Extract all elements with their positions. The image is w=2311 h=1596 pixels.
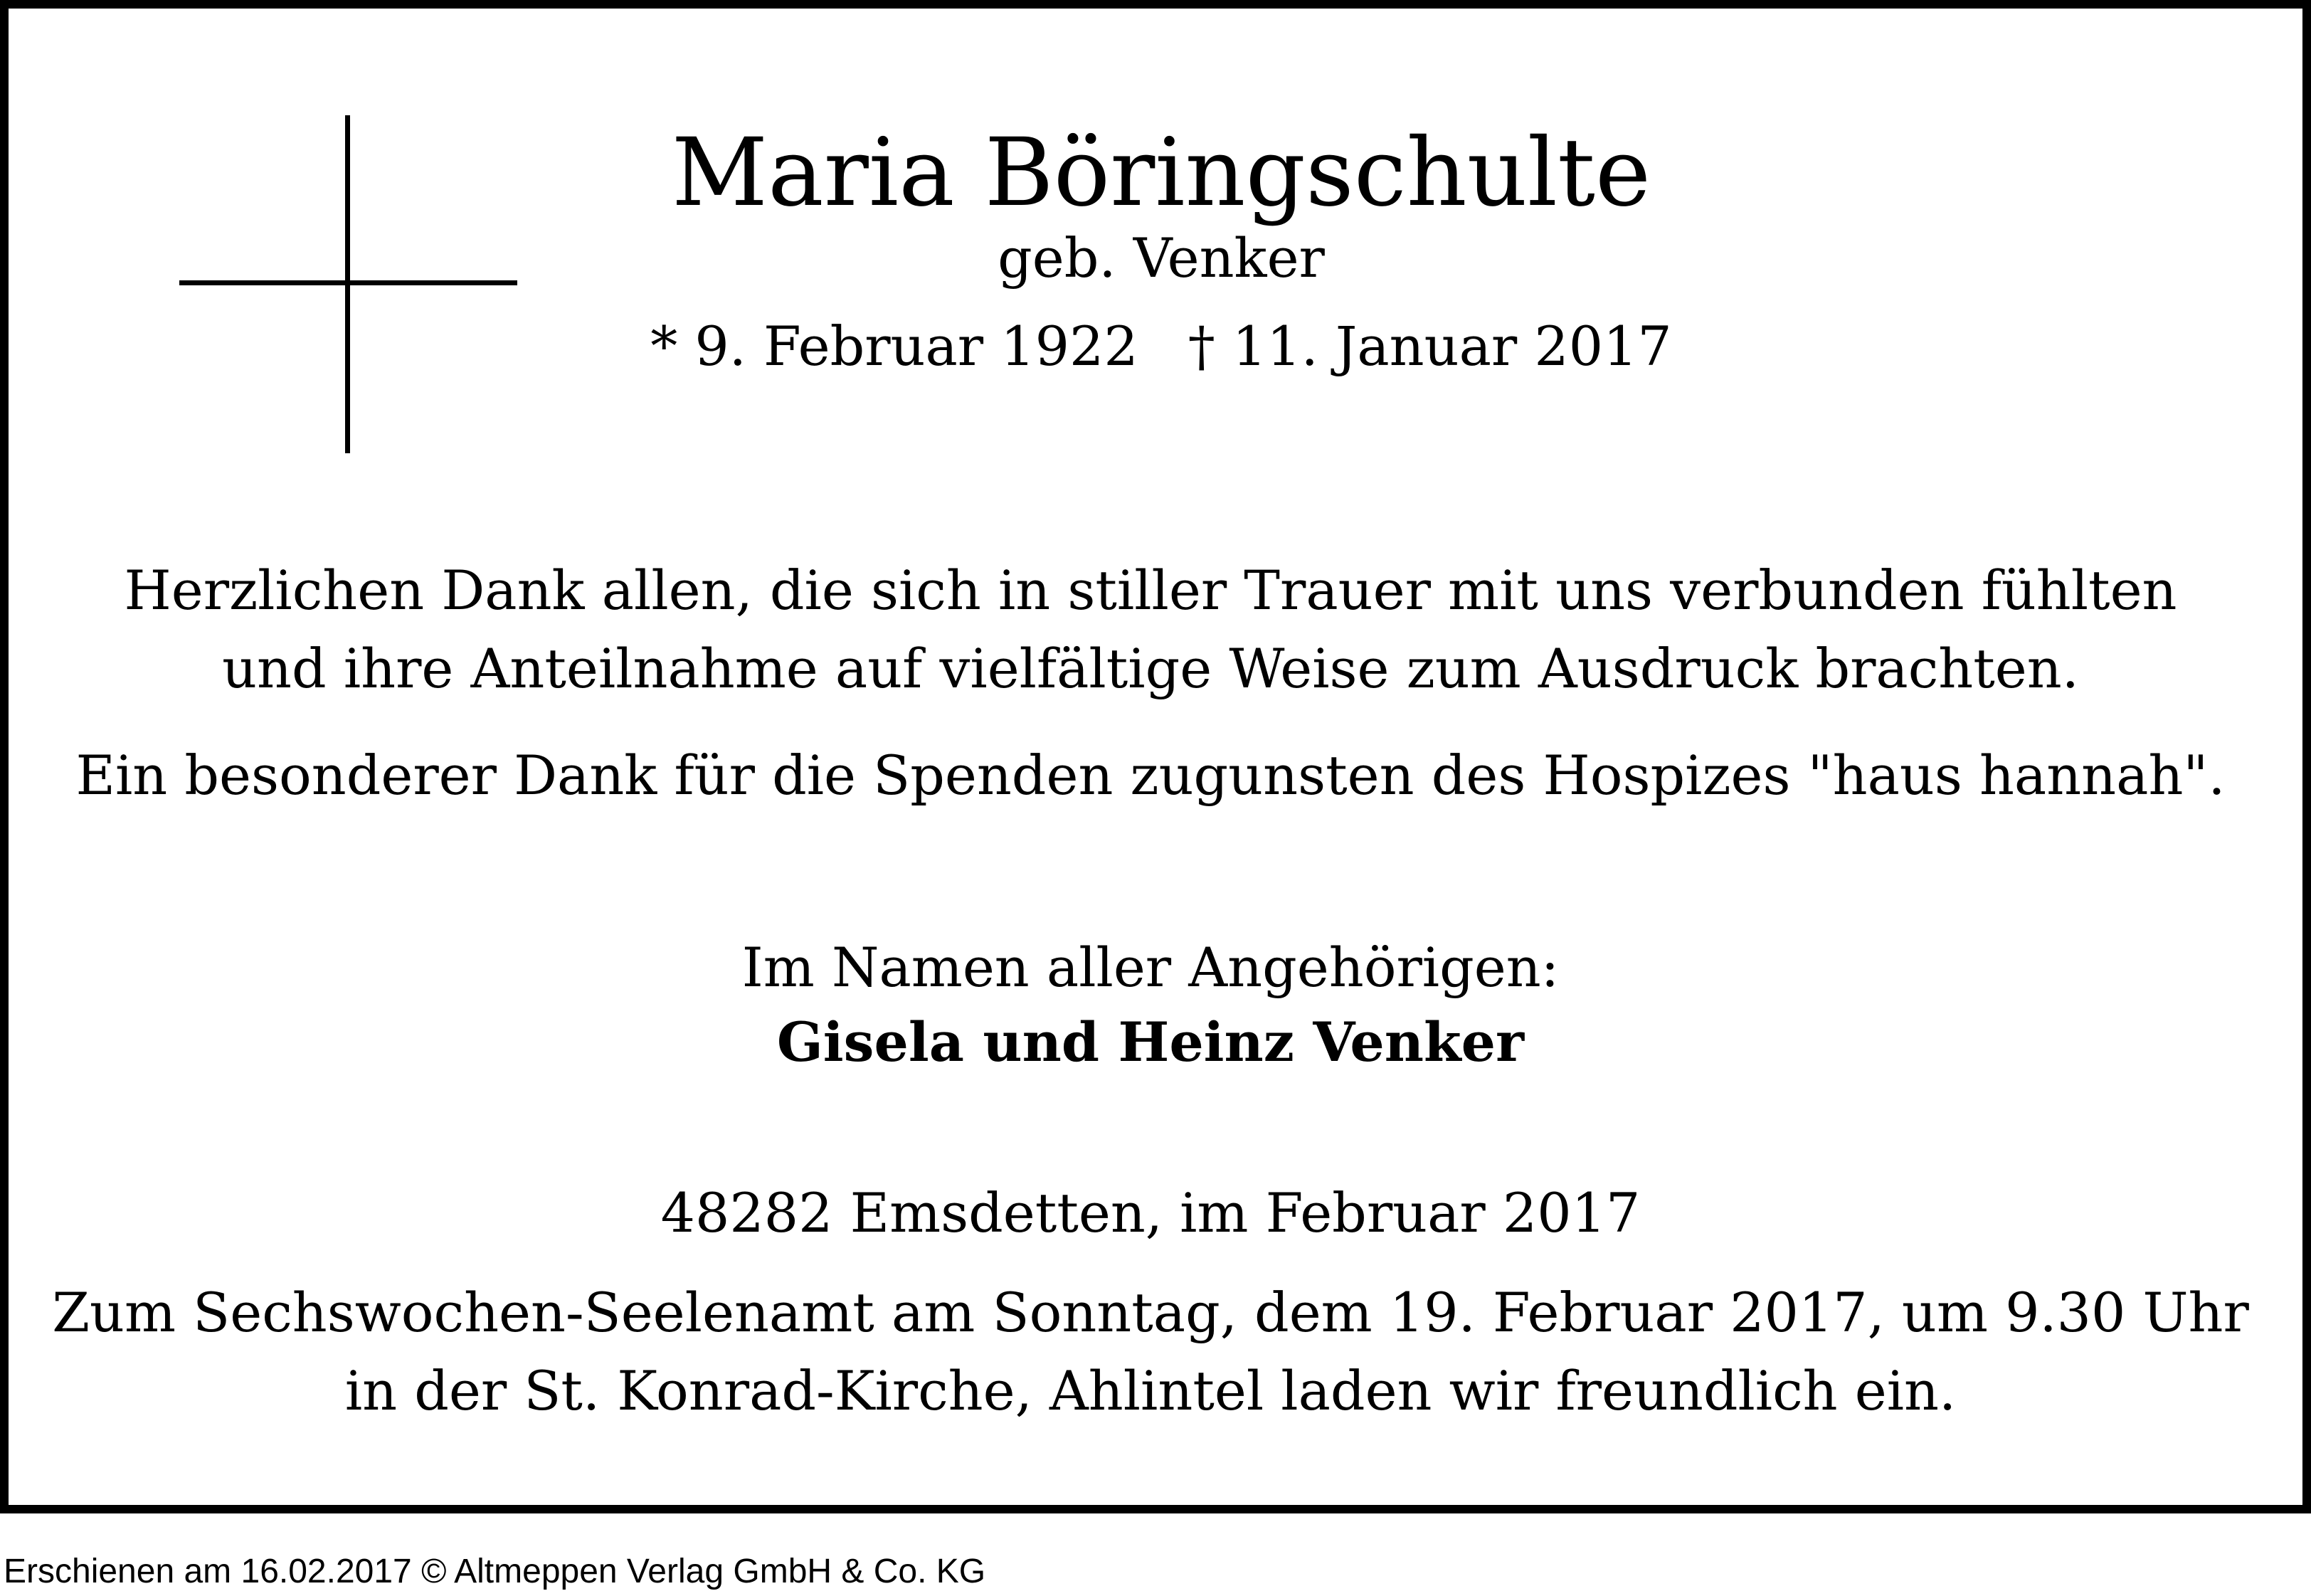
thanks-line-1: Herzlichen Dank allen, die sich in stiller Trauer mit uns verbunden fühlten [124,559,2177,622]
deceased-name: Maria Böringschulte [671,118,1651,228]
birth-date: * 9. Februar 1922 [650,315,1138,378]
life-dates [450,315,1873,378]
on-behalf-label: Im Namen aller Angehörigen: [741,936,1560,999]
mass-invitation-line-1: Zum Sechswochen-Seelenamt am Sonntag, dem 19. Februar 2017, um 9.30 Uhr [52,1281,2249,1344]
publication-footer: Erschienen am 16.02.2017 © Altmeppen Verlag GmbH & Co. KG [4,1553,986,1590]
place-and-date: 48282 Emsdetten, im Februar 2017 [660,1181,1641,1244]
family-names: Gisela und Heinz Venker [776,1010,1525,1074]
death-date: † 11. Januar 2017 [1188,315,1672,378]
mass-invitation-line-2: in der St. Konrad-Kirche, Ahlintel laden wir freundlich ein. [344,1359,1957,1422]
special-thanks: Ein besonderer Dank für die Spenden zugunsten des Hospizes "haus hannah". [75,744,2226,807]
maiden-name: geb. Venker [998,226,1325,290]
thanks-line-2: und ihre Anteilnahme auf vielfältige Weise zum Ausdruck brachten. [222,637,2079,700]
